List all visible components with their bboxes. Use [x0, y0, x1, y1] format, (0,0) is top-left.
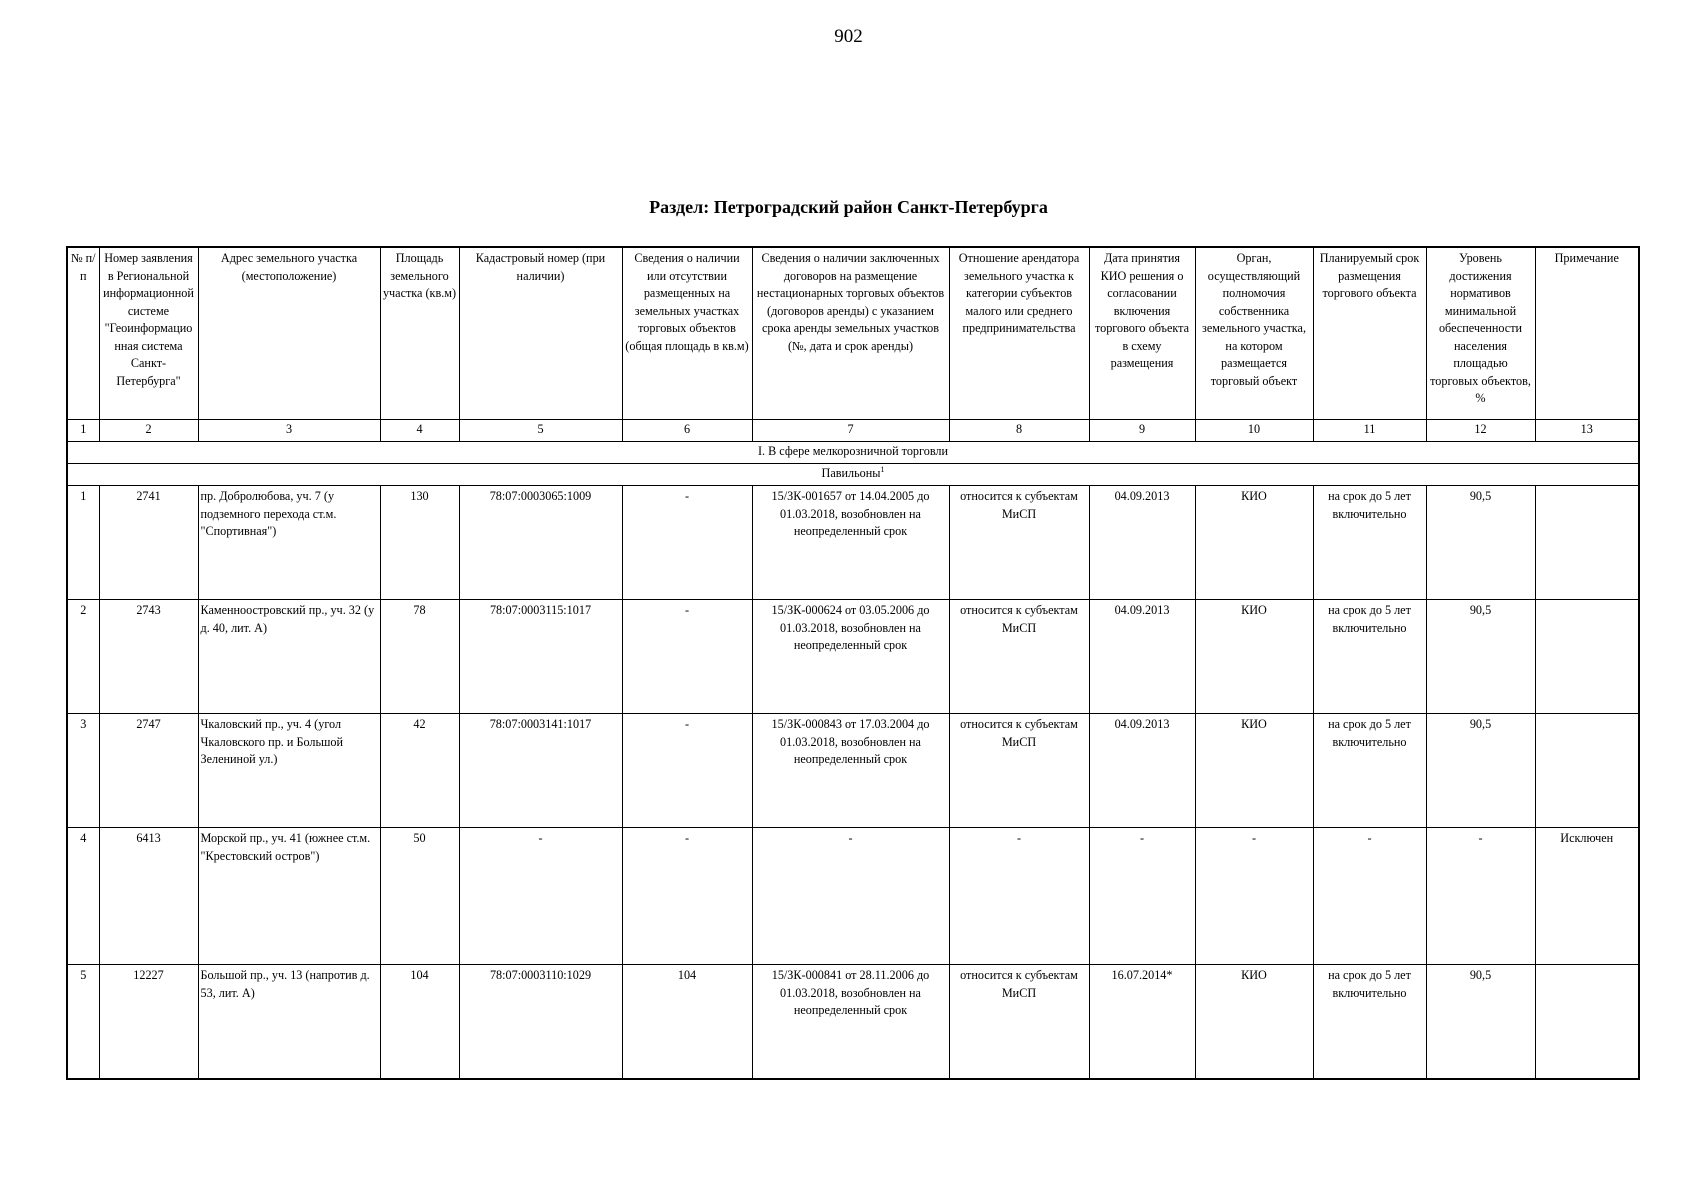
cell-term: на срок до 5 лет включительно: [1313, 965, 1426, 1080]
cell-authority: КИО: [1195, 600, 1313, 714]
cell-cadastre: -: [459, 828, 622, 965]
column-number-row: [67, 420, 1639, 442]
cell-cadastre: 78:07:0003141:1017: [459, 714, 622, 828]
registry-table: [66, 246, 1640, 1080]
cell-sme: относится к субъектам МиСП: [949, 965, 1089, 1080]
header-cell: Сведения о наличии заключенных договоров на размещение нестационарных торговых объектов (договоров аренды) с указанием срока аренды земельных участков (№, дата и срок аренды): [752, 247, 949, 420]
header-cell: № п/п: [67, 247, 99, 420]
cell-date: 04.09.2013: [1089, 600, 1195, 714]
table-row: [67, 965, 1639, 1080]
cell-sme: -: [949, 828, 1089, 965]
header-cell: Отношение арендатора земельного участка к категории субъектов малого или среднего предпринимательства: [949, 247, 1089, 420]
cell-authority: КИО: [1195, 486, 1313, 600]
cell-authority: КИО: [1195, 714, 1313, 828]
cell-date: 16.07.2014*: [1089, 965, 1195, 1080]
cell-level: 90,5: [1426, 965, 1535, 1080]
section-title: Раздел: Петроградский район Санкт-Петербурга: [649, 197, 1048, 217]
cell-existing: -: [622, 714, 752, 828]
cell-term: на срок до 5 лет включительно: [1313, 486, 1426, 600]
header-cell: Сведения о наличии или отсутствии размещенных на земельных участках торговых объектов (общая площадь в кв.м): [622, 247, 752, 420]
cell-existing: -: [622, 486, 752, 600]
cell-level: 90,5: [1426, 600, 1535, 714]
column-number: 4: [380, 420, 459, 442]
cell-note: [1535, 965, 1639, 1080]
cell-application: 6413: [99, 828, 198, 965]
cell-address: Чкаловский пр., уч. 4 (угол Чкаловского пр. и Большой Зелениной ул.): [198, 714, 380, 828]
cell-level: -: [1426, 828, 1535, 965]
header-cell: Примечание: [1535, 247, 1639, 420]
header-cell: Орган, осуществляющий полномочия собственника земельного участка, на котором размещается торговый объект: [1195, 247, 1313, 420]
cell-number: 1: [67, 486, 99, 600]
column-number: 5: [459, 420, 622, 442]
cell-application: 2747: [99, 714, 198, 828]
cell-area: 42: [380, 714, 459, 828]
cell-note: [1535, 714, 1639, 828]
cell-date: 04.09.2013: [1089, 486, 1195, 600]
column-number: 7: [752, 420, 949, 442]
cell-existing: -: [622, 828, 752, 965]
group-heading-row: [67, 442, 1639, 464]
column-number: 3: [198, 420, 380, 442]
cell-number: 3: [67, 714, 99, 828]
cell-contract: -: [752, 828, 949, 965]
cell-application: 2743: [99, 600, 198, 714]
cell-area: 78: [380, 600, 459, 714]
table-row: [67, 714, 1639, 828]
column-number: 6: [622, 420, 752, 442]
cell-sme: относится к субъектам МиСП: [949, 486, 1089, 600]
cell-contract: 15/ЗК-001657 от 14.04.2005 до 01.03.2018, возобновлен на неопределенный срок: [752, 486, 949, 600]
cell-cadastre: 78:07:0003115:1017: [459, 600, 622, 714]
header-cell: Уровень достижения нормативов минимальной обеспеченности населения площадью торговых объектов, %: [1426, 247, 1535, 420]
cell-contract: 15/ЗК-000841 от 28.11.2006 до 01.03.2018, возобновлен на неопределенный срок: [752, 965, 949, 1080]
subgroup-heading-text: Павильоны: [821, 466, 881, 480]
cell-note: [1535, 486, 1639, 600]
cell-area: 50: [380, 828, 459, 965]
cell-existing: 104: [622, 965, 752, 1080]
header-cell: Дата принятия КИО решения о согласовании включения торгового объекта в схему размещения: [1089, 247, 1195, 420]
cell-area: 104: [380, 965, 459, 1080]
cell-address: Каменноостровский пр., уч. 32 (у д. 40, лит. А): [198, 600, 380, 714]
cell-existing: -: [622, 600, 752, 714]
page-number: 902: [834, 26, 863, 47]
cell-application: 2741: [99, 486, 198, 600]
header-cell: Номер заявления в Региональной информационной системе "Геоинформационная система Санкт-Петербурга": [99, 247, 198, 420]
cell-term: на срок до 5 лет включительно: [1313, 600, 1426, 714]
cell-cadastre: 78:07:0003065:1009: [459, 486, 622, 600]
cell-level: 90,5: [1426, 486, 1535, 600]
subgroup-heading-row: [67, 464, 1639, 486]
cell-contract: 15/ЗК-000624 от 03.05.2006 до 01.03.2018, возобновлен на неопределенный срок: [752, 600, 949, 714]
header-cell: Планируемый срок размещения торгового объекта: [1313, 247, 1426, 420]
group-heading: I. В сфере мелкорозничной торговли: [67, 442, 1639, 464]
header-row: [67, 247, 1639, 420]
column-number: 11: [1313, 420, 1426, 442]
cell-date: 04.09.2013: [1089, 714, 1195, 828]
cell-address: Большой пр., уч. 13 (напротив д. 53, лит. А): [198, 965, 380, 1080]
header-cell: Площадь земельного участка (кв.м): [380, 247, 459, 420]
cell-contract: 15/ЗК-000843 от 17.03.2004 до 01.03.2018, возобновлен на неопределенный срок: [752, 714, 949, 828]
cell-term: на срок до 5 лет включительно: [1313, 714, 1426, 828]
cell-address: Морской пр., уч. 41 (южнее ст.м. "Крестовский остров"): [198, 828, 380, 965]
cell-application: 12227: [99, 965, 198, 1080]
cell-authority: КИО: [1195, 965, 1313, 1080]
column-number: 10: [1195, 420, 1313, 442]
cell-date: -: [1089, 828, 1195, 965]
cell-number: 5: [67, 965, 99, 1080]
cell-term: -: [1313, 828, 1426, 965]
cell-sme: относится к субъектам МиСП: [949, 600, 1089, 714]
header-cell: Адрес земельного участка (местоположение): [198, 247, 380, 420]
column-number: 8: [949, 420, 1089, 442]
table-row: [67, 486, 1639, 600]
cell-cadastre: 78:07:0003110:1029: [459, 965, 622, 1080]
column-number: 13: [1535, 420, 1639, 442]
table-row: [67, 600, 1639, 714]
cell-note: Исключен: [1535, 828, 1639, 965]
column-number: 1: [67, 420, 99, 442]
subgroup-heading: [67, 464, 1639, 486]
cell-sme: относится к субъектам МиСП: [949, 714, 1089, 828]
footnote-mark: 1: [880, 464, 885, 474]
cell-address: пр. Добролюбова, уч. 7 (у подземного перехода ст.м. "Спортивная"): [198, 486, 380, 600]
cell-number: 2: [67, 600, 99, 714]
cell-number: 4: [67, 828, 99, 965]
table-row: [67, 828, 1639, 965]
column-number: 2: [99, 420, 198, 442]
cell-note: [1535, 600, 1639, 714]
cell-level: 90,5: [1426, 714, 1535, 828]
cell-area: 130: [380, 486, 459, 600]
header-cell: Кадастровый номер (при наличии): [459, 247, 622, 420]
cell-authority: -: [1195, 828, 1313, 965]
column-number: 9: [1089, 420, 1195, 442]
column-number: 12: [1426, 420, 1535, 442]
